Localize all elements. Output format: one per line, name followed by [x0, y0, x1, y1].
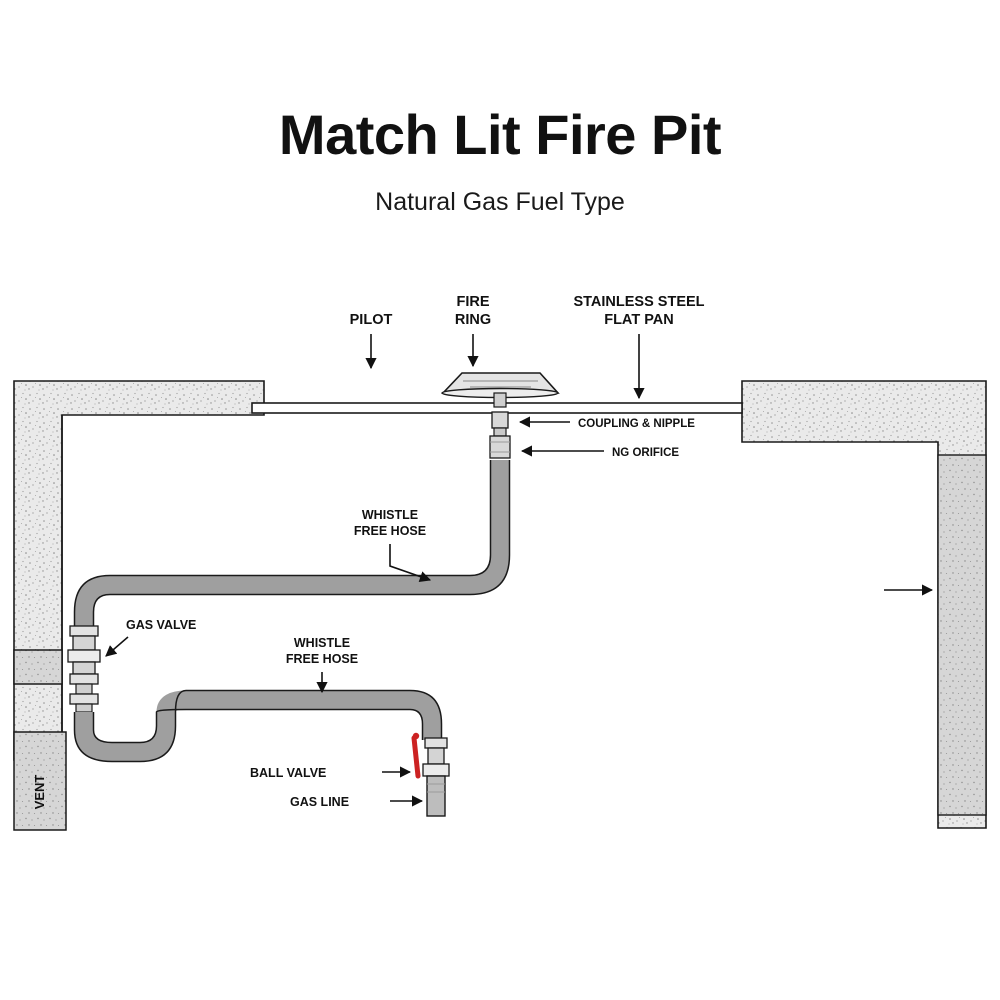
label-gas-line: GAS LINE — [290, 795, 350, 809]
page-subtitle: Natural Gas Fuel Type — [375, 188, 625, 216]
label-gas-valve: GAS VALVE — [126, 618, 197, 632]
vent-label: VENT — [32, 774, 47, 810]
label-flat-pan-line2: FLAT PAN — [604, 312, 674, 328]
label-coupling-nipple: COUPLING & NIPPLE — [578, 418, 695, 430]
label-ball-valve: BALL VALVE — [250, 766, 327, 780]
whistle-free-hose-upper — [75, 460, 510, 628]
label-whistle-free-hose-lower-line2: FREE HOSE — [285, 652, 359, 666]
label-flat-pan-line1: STAINLESS STEEL — [573, 294, 705, 310]
label-whistle-free-hose-lower-line1: WHISTLE — [293, 636, 351, 650]
ball-valve — [413, 733, 449, 776]
leader-gas-valve — [106, 637, 128, 656]
whistle-free-hose-lower — [75, 691, 442, 762]
label-pilot: PILOT — [349, 312, 393, 328]
right-wall — [742, 381, 986, 828]
ng-orifice — [490, 436, 510, 458]
coupling-and-nipple — [492, 412, 508, 436]
label-fire-ring-line1: FIRE — [456, 294, 490, 310]
vent-block — [14, 732, 66, 830]
gas-line — [427, 776, 445, 816]
left-exterior-stub — [14, 650, 62, 684]
label-whistle-free-hose-upper-line2: FREE HOSE — [353, 524, 427, 538]
pilot-assembly — [494, 393, 506, 407]
label-whistle-free-hose-upper-line1: WHISTLE — [361, 508, 419, 522]
label-fire-ring-line2: RING — [454, 312, 492, 328]
label-ng-orifice: NG ORIFICE — [612, 447, 680, 459]
gas-valve — [68, 626, 100, 712]
leader-whistle-free-hose-upper — [390, 544, 430, 580]
page-title: Match Lit Fire Pit — [278, 103, 722, 166]
